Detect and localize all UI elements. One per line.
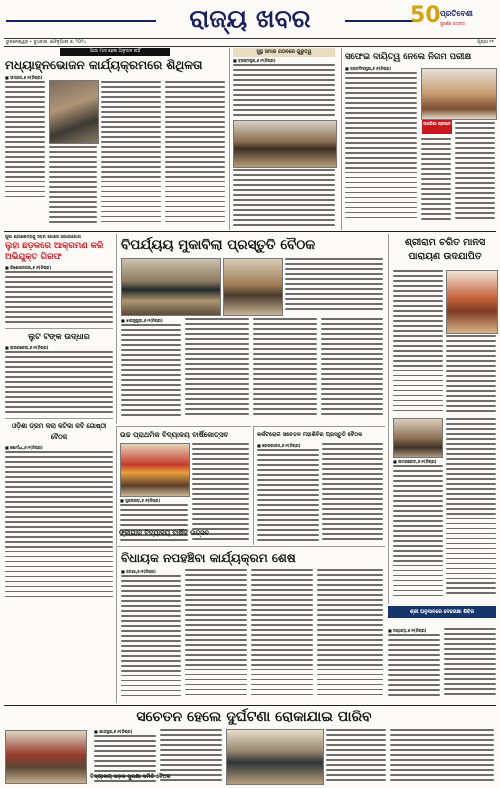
headline: ସଫେଇ ଦାୟିତ୍ୱ ନେଲେ ନିଗମ ପରୀକ୍ଷ	[345, 52, 472, 62]
body-col-1	[121, 575, 181, 700]
body-col-2	[233, 169, 335, 227]
body-col-2	[185, 318, 249, 422]
body-col-2	[49, 146, 97, 226]
story-ramcharit	[388, 234, 497, 604]
masthead-left-divider	[6, 20, 156, 22]
body-col-1	[5, 81, 45, 201]
headline: ବିଧାୟକ ନପହଞ୍ଚିବା କାର୍ଯ୍ୟକ୍ରମ ଶେଷ	[121, 551, 296, 565]
photo-meeting	[233, 120, 337, 168]
section-divider-2	[4, 705, 496, 706]
story-road-safety-head	[90, 770, 200, 784]
body-col-3	[251, 569, 313, 700]
headline: ଶ୍ରୀ ଅନୁଦାନରେ ଦେହରକ୍ଷା ଶିବିର	[409, 609, 475, 615]
photo-devotees	[446, 270, 498, 334]
story-poets-meeting	[5, 418, 113, 603]
body-col-2	[455, 122, 495, 224]
headline: ଲୁହା ଛଡ଼କରେ ଆକ୍ରମଣ କରି ଅଭିଯୁକ୍ତ ଗିରଫ	[5, 241, 104, 262]
body-col-1	[393, 270, 443, 415]
section-divider-1	[4, 231, 496, 232]
story-mla-absent	[116, 546, 385, 703]
byline: ■ ଭଦ୍ରକ,୬।୨(ନିପ୍ର)	[5, 75, 43, 80]
body-col-top	[285, 258, 383, 314]
body-col-1	[388, 634, 440, 700]
photo-kitchen	[49, 80, 99, 144]
story-road-safety	[5, 730, 87, 785]
body-col-2	[444, 628, 496, 700]
date-bar	[4, 38, 496, 47]
body-col-2	[185, 569, 247, 700]
byline: ■ ଝାରସୁଗୁଡ଼ା,୬।୨(ନିପ୍ର)	[121, 318, 163, 323]
body-col-2	[446, 335, 496, 415]
byline: ■ ସୁନ୍ଦରଗଡ଼,୬।୨(ନିପ୍ର)	[120, 498, 161, 503]
photo-officials	[223, 258, 283, 316]
body-col-3	[326, 729, 386, 783]
headline: ଓଡ଼ିଶା ଡ୍ରମ କଲା କଟିକା କବି ଗୋଷ୍ଠୀ ବୈଠକ	[11, 423, 107, 441]
logo-fifty: 50	[410, 3, 441, 28]
body-col-4	[321, 318, 383, 422]
story-school-festival	[116, 520, 250, 544]
story-railway-attack	[5, 234, 113, 326]
body	[5, 351, 113, 415]
body-col-3	[253, 318, 317, 422]
body-col-4	[446, 418, 496, 601]
kicker-text: ଆଉ ମାସ ହେଲା ଅନୁଦାନ ନାହିଁ	[89, 49, 141, 54]
photo-school-event	[120, 443, 190, 497]
photo-conference	[121, 258, 221, 316]
story-cancer-camp	[253, 426, 385, 545]
headline: କର୍କଟରୋଗ ସଚେତନ ମହାଶିବିର ପ୍ରସ୍ତୁତି ବୈଠକ	[257, 432, 363, 438]
byline: ■ ରାଉରକେଲା,୬।୨(ନିପ୍ର)	[5, 345, 49, 350]
story-health-camp	[388, 606, 496, 626]
body-col-1	[121, 324, 181, 422]
byline: ■ ଜଗତସିଂହପୁର,୬।୨(ନିପ୍ର)	[345, 66, 392, 71]
body	[5, 271, 113, 326]
body-col-4	[390, 729, 494, 783]
logo-subtitle: ସୁବର୍ଣ୍ଣ ଜୟନ୍ତୀ	[440, 21, 466, 26]
story-loot-recovered	[5, 328, 113, 417]
byline: ■ ଖୋର୍ଦ୍ଧା,୬।୨(ନିପ୍ର)	[5, 445, 43, 450]
kicker: ସୁସ୍ଥ ସମାଜ ଗଠନରେ ଗୁରୁତ୍ୱ	[256, 49, 312, 55]
headline: ସଚେତନ ହେଲେ ଦୁର୍ଘଟଣା ରୋକାଯାଇ ପାରିବ	[136, 709, 372, 725]
byline: ■ ଜଟଣୀ,୬।୨(ନିପ୍ର)	[121, 569, 156, 574]
byline: ■ ଉମରକୋଟ,୬।୨(ନିପ୍ର)	[393, 459, 437, 464]
headline-box	[388, 606, 496, 618]
body-col-4	[317, 569, 383, 700]
headline: ଙ୍କାଗାର ବିଦ୍ୟାଳୟ ବାର୍ଷିକ ଉତ୍ସବ	[119, 529, 209, 537]
masthead-right-divider	[345, 20, 415, 22]
photo-group	[421, 68, 497, 120]
body-col-3	[393, 465, 443, 601]
logo-name: ପ୍ରତିବେଶୀ	[440, 9, 473, 18]
body-col-4	[165, 81, 225, 226]
byline: ■ ବ୍ରହ୍ମପୁର,୬।୨(ନିପ୍ର)	[233, 58, 276, 63]
body-col-3	[421, 138, 451, 224]
page-number: ପୃଷ୍ଠା ୧୧	[477, 40, 494, 45]
photo-label	[422, 120, 452, 134]
headline: ଶ୍ରୀରାମ ଚରିତ ମାନସ ପାରାୟଣ ଉଦଯାପିତ	[404, 237, 486, 262]
story-disaster-meeting	[116, 234, 385, 424]
headline: ଲୁଟ ଟଙ୍କ ଉଦ୍ଧାର	[28, 332, 90, 341]
kicker: ପୁରୀ ଶ୍ରୀକ୍ଷେତ୍ରକୁ ସଡ଼କ ଯୋଗେ ଯୋଗାଯୋଗ	[5, 234, 81, 239]
photo-road-safety	[5, 730, 87, 784]
body-col-3	[101, 81, 161, 226]
story-midday-meal	[5, 48, 225, 230]
byline: ■ ଢେଙ୍କାନାଳ,୬।୨(ନିପ୍ର)	[257, 443, 301, 448]
story-healthy-society	[229, 48, 338, 230]
story-nayagarh	[388, 628, 496, 702]
body-col-2	[322, 443, 383, 543]
body-col-1	[257, 449, 319, 543]
kicker	[60, 48, 170, 56]
newspaper-logo	[410, 3, 494, 35]
byline: ■ କିଶୋରନଗର,୬।୨(ନିପ୍ର)	[5, 265, 52, 270]
date-line: ଭୁବନେଶ୍ୱର • ବୁଧବାର, ଫେବୃଆରୀ ୭, ୨୦୨୪	[6, 40, 87, 45]
headline: ବିପର୍ଯ୍ୟୟ ମୁକାବିଲା ପ୍ରସ୍ତୁତି ବୈଠକ	[121, 237, 316, 253]
photo-awareness-meeting	[226, 729, 324, 785]
headline: ଉଚ୍ଚ ପ୍ରାଥମିକ ବିଦ୍ୟାଳୟ ବାର୍ଷିକୋତ୍ସବ	[120, 431, 229, 439]
byline: ■ ଯାଜପୁର,୬।୨(ନିପ୍ର)	[94, 729, 133, 734]
body-col-1	[233, 64, 335, 119]
body-col-1	[345, 72, 417, 224]
photo-ceremony	[393, 418, 443, 458]
masthead-title: ରାଜ୍ୟ ଖବର	[189, 4, 311, 33]
headline: ବିଦ୍ୟାଳୟ ସଡ଼କ ସୁରକ୍ଷା ସମିତି ବୈଠକ	[90, 774, 171, 780]
body	[5, 451, 113, 601]
masthead	[0, 0, 500, 46]
photo-label-text: ସାଗରିକା ପ୍ରଭାତ	[423, 121, 451, 126]
headline: ମଧ୍ୟାହ୍ନଭୋଜନ କାର୍ଯ୍ୟକ୍ରମରେ ଶିଥିଳତା	[5, 58, 203, 72]
story-cleaning	[341, 48, 497, 230]
byline: ■ ନୟାଗଡ଼,୬।୨(ନିପ୍ର)	[388, 628, 427, 633]
